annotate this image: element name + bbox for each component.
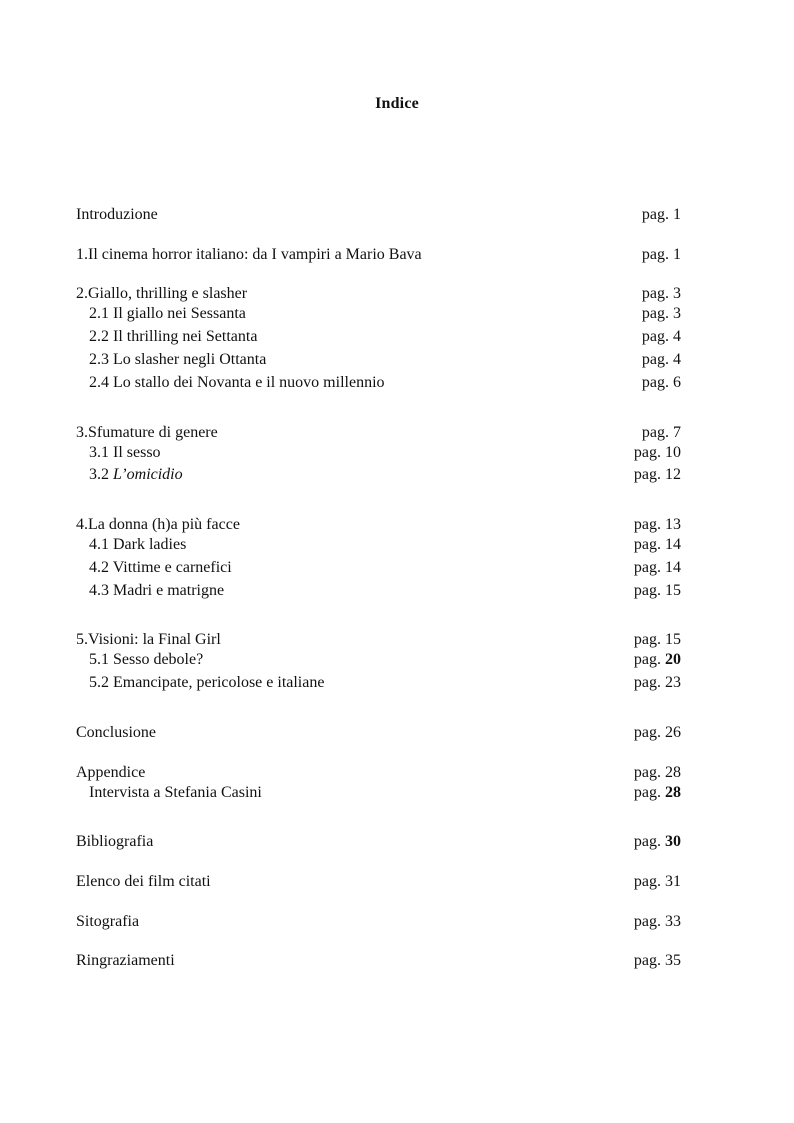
toc-entry-section-2-2[interactable]: [76, 326, 681, 348]
toc-entry-label: 2.Giallo, thrilling e slasher: [76, 285, 248, 302]
toc-entry-label: 1.Il cinema horror italiano: da I vampiri a Mario Bava: [76, 246, 422, 263]
toc-entry-label: 3.1 Il sesso: [89, 444, 161, 461]
toc-entry-elenco-film[interactable]: [76, 871, 681, 893]
toc-entry-chapter-5[interactable]: [76, 629, 681, 651]
toc-entry-label: Introduzione: [76, 206, 158, 223]
toc-entry-page: pag. 1: [641, 206, 681, 223]
toc-entry-page: pag. 33: [633, 913, 681, 930]
toc-entry-label: Sitografia: [76, 913, 140, 930]
toc-entry-label: 5.1 Sesso debole?: [89, 651, 204, 668]
toc-entry-page: pag. 4: [641, 328, 681, 345]
toc-entry-label: 2.4 Lo stallo dei Novanta e il nuovo millennio: [89, 374, 385, 391]
toc-entry-ringraziamenti[interactable]: [76, 950, 681, 972]
toc-entry-label: 3.2 L’omicidio: [89, 466, 183, 483]
toc-entry-page: pag. 35: [633, 952, 681, 969]
toc-entry-page: pag. 28: [633, 784, 681, 801]
toc-entry-label: Appendice: [76, 764, 146, 781]
toc-entry-sitografia[interactable]: [76, 911, 681, 933]
toc-entry-page: pag. 13: [633, 516, 681, 533]
toc-entry-label: 2.1 Il giallo nei Sessanta: [89, 305, 246, 322]
toc-entry-label: 4.2 Vittime e carnefici: [89, 559, 232, 576]
toc-entry-label: 5.2 Emancipate, pericolose e italiane: [89, 674, 325, 691]
toc-entry-introduzione[interactable]: [76, 204, 681, 226]
toc-entry-label: Elenco dei film citati: [76, 873, 211, 890]
toc-entry-section-2-3[interactable]: [76, 349, 681, 371]
table-of-contents: [76, 0, 681, 1123]
toc-entry-intervista[interactable]: [76, 782, 681, 804]
toc-entry-section-3-1[interactable]: [76, 442, 681, 464]
toc-entry-page: pag. 15: [633, 631, 681, 648]
toc-entry-page: pag. 14: [633, 559, 681, 576]
toc-entry-section-4-2[interactable]: [76, 557, 681, 579]
toc-entry-page: pag. 1: [641, 246, 681, 263]
toc-entry-chapter-3[interactable]: [76, 422, 681, 444]
toc-entry-page: pag. 3: [641, 285, 681, 302]
page-title: Indice: [375, 95, 419, 112]
toc-entry-section-4-3[interactable]: [76, 580, 681, 602]
toc-entry-italic-title: L’omicidio: [113, 466, 183, 483]
toc-entry-page: pag. 3: [641, 305, 681, 322]
toc-entry-page: pag. 7: [641, 424, 681, 441]
toc-entry-page: pag. 20: [633, 651, 681, 668]
toc-entry-label: Ringraziamenti: [76, 952, 175, 969]
toc-entry-section-2-1[interactable]: [76, 303, 681, 325]
toc-entry-bibliografia[interactable]: [76, 831, 681, 853]
toc-entry-page: pag. 15: [633, 582, 681, 599]
toc-entry-section-3-2[interactable]: [76, 464, 681, 486]
toc-entry-chapter-1[interactable]: [76, 244, 681, 266]
toc-entry-label: 4.3 Madri e matrigne: [89, 582, 225, 599]
toc-entry-page: pag. 26: [633, 724, 681, 741]
toc-entry-label: Bibliografia: [76, 833, 154, 850]
toc-entry-page: pag. 6: [641, 374, 681, 391]
toc-entry-page: pag. 4: [641, 351, 681, 368]
toc-entry-label: Conclusione: [76, 724, 156, 741]
toc-entry-chapter-4[interactable]: [76, 514, 681, 536]
toc-entry-page: pag. 14: [633, 536, 681, 553]
toc-entry-label: 2.2 Il thrilling nei Settanta: [89, 328, 258, 345]
toc-entry-page: pag. 30: [633, 833, 681, 850]
toc-entry-label: 5.Visioni: la Final Girl: [76, 631, 221, 648]
toc-entry-conclusione[interactable]: [76, 722, 681, 744]
toc-entry-label: 4.1 Dark ladies: [89, 536, 187, 553]
toc-entry-page: pag. 10: [633, 444, 681, 461]
toc-entry-label: 4.La donna (h)a più facce: [76, 516, 240, 533]
toc-entry-appendice[interactable]: [76, 762, 681, 784]
toc-entry-page: pag. 28: [633, 764, 681, 781]
toc-entry-page: pag. 12: [633, 466, 681, 483]
toc-entry-chapter-2[interactable]: [76, 283, 681, 305]
toc-entry-label: Intervista a Stefania Casini: [89, 784, 262, 801]
toc-entry-page: pag. 31: [633, 873, 681, 890]
toc-entry-label: 2.3 Lo slasher negli Ottanta: [89, 351, 267, 368]
toc-entry-section-5-1[interactable]: [76, 649, 681, 671]
toc-entry-label: 3.Sfumature di genere: [76, 424, 218, 441]
toc-entry-section-2-4[interactable]: [76, 372, 681, 394]
toc-entry-page: pag. 23: [633, 674, 681, 691]
toc-entry-section-4-1[interactable]: [76, 534, 681, 556]
toc-entry-section-5-2[interactable]: [76, 672, 681, 694]
